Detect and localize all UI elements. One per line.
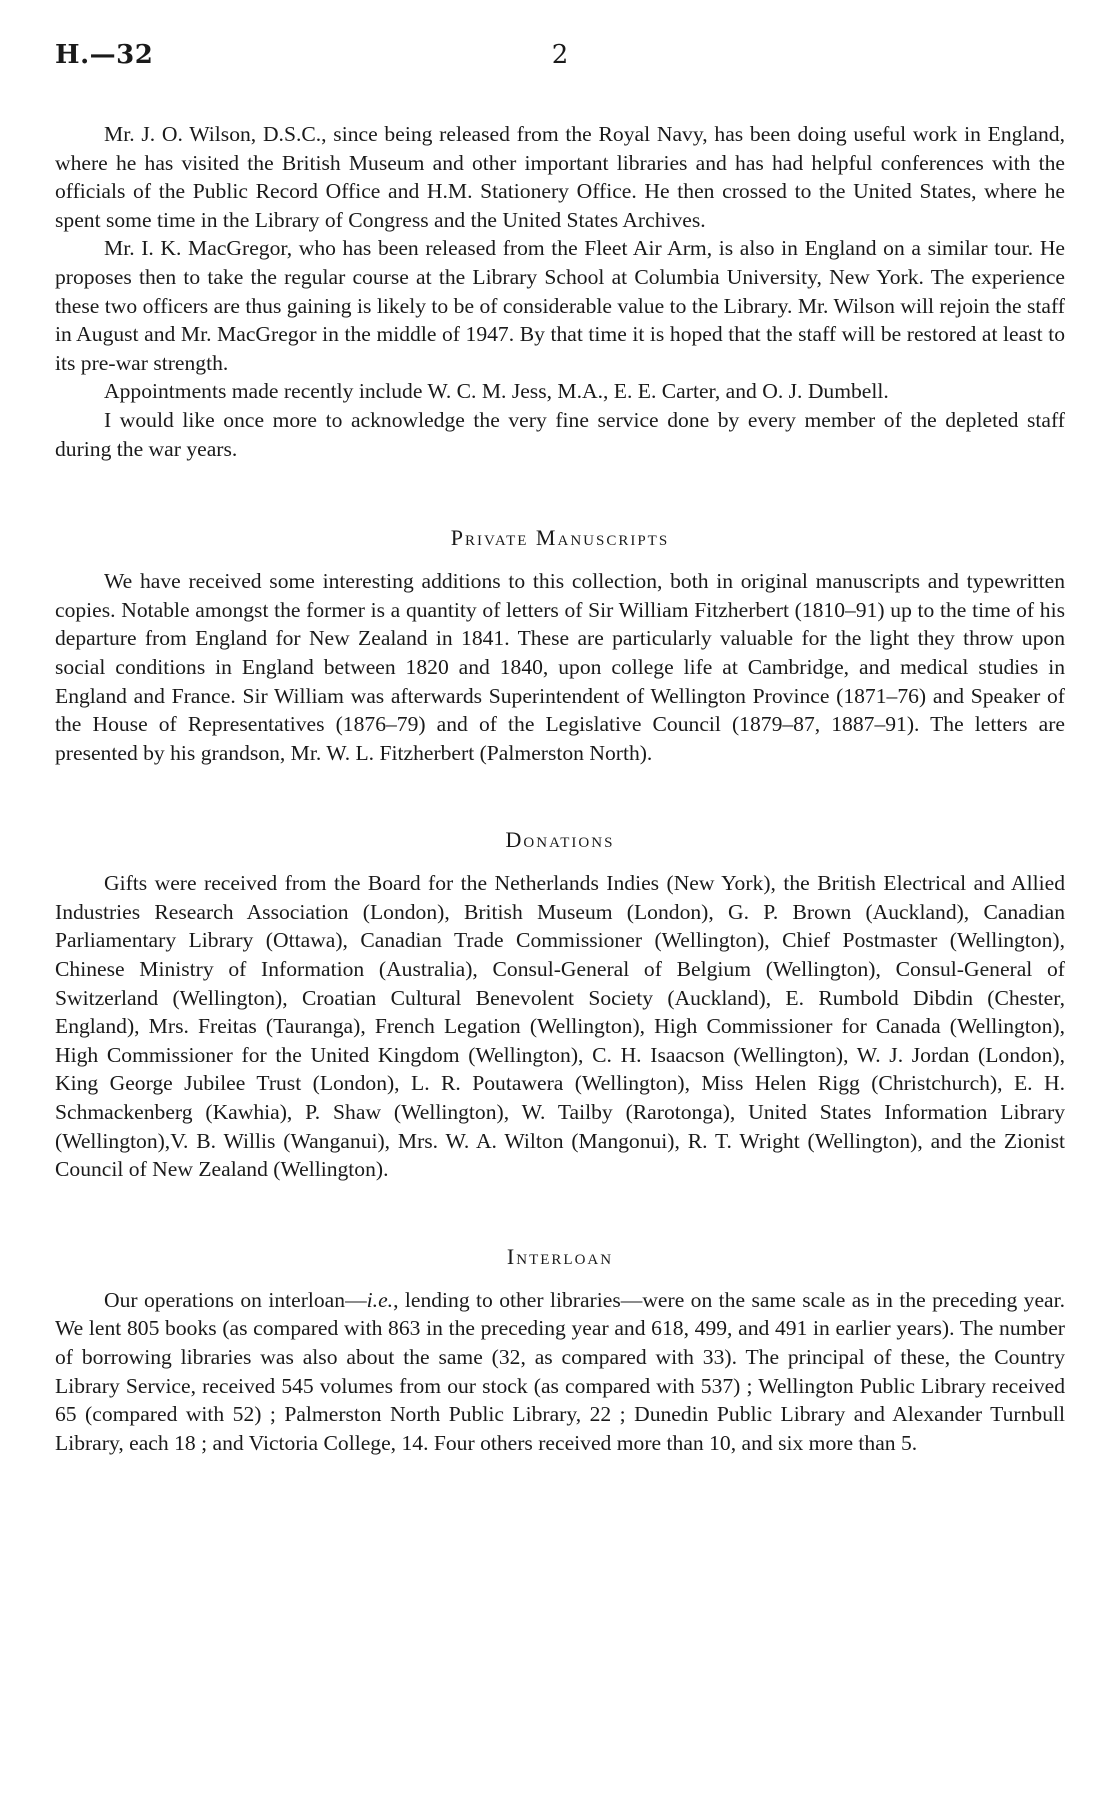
- donations-heading: Donations: [505, 827, 615, 853]
- interloan-section: [55, 1244, 1065, 1458]
- private-manuscripts-heading: Private Manuscripts: [450, 525, 670, 551]
- interloan-text-rest: , lending to other libraries—were on the same scale as in the preceding year. We lent 805 books (as compared with 863 in the preceding year and 618, 499, and 491 in earlier years). The number of borrowing libraries was also about the same (32, as compared with 33). The principal of these, the Country Library Service, received 545 volumes from our stock (as compared with 537) ; Wellington Public Library received 65 (compared with 52) ; Palmerston North Public Library, 22 ; Dunedin Public Library and Alexander Turnbull Library, each 18 ; and Victoria College, 14. Four others received more than 10, and six more than 5.: [55, 1287, 1066, 1455]
- private-manuscripts-section: [55, 525, 1065, 767]
- page-number: 2: [551, 40, 569, 70]
- donations-paragraph: Gifts were received from the Board for the Netherlands Indies (New York), the British Electrical and Allied Industries Research Association (London), British Museum (London), G. P. Brown (Auckland), Canadian Parliamentary Library (Ottawa), Canadian Trade Commissioner (Wellington), Chief Postmaster (Wellington), Chinese Ministry of Information (Australia), Consul-General of Belgium (Wellington), Consul-General of Switzerland (Wellington), Croatian Cultural Benevolent Society (Auckland), E. Rumbold Dibdin (Chester, England), Mrs. Freitas (Tauranga), French Legation (Wellington), High Commissioner for Canada (Wellington), High Commissioner for the United Kingdom (Wellington), C. H. Isaacson (Wellington), W. J. Jordan (London), King George Jubilee Trust (London), L. R. Poutawera (Wellington), Miss Helen Rigg (Christchurch), E. H. Schmackenberg (Kawhia), P. Shaw (Wellington), W. Tailby (Rarotonga), United States Information Library (Wellington),V. B. Willis (Wanganui), Mrs. W. A. Wilton (Mangonui), R. T. Wright (Wellington), and the Zionist Council of New Zealand (Wellington).: [55, 871, 1065, 1182]
- donations-section: [55, 827, 1065, 1184]
- paragraph-wilson: Mr. J. O. Wilson, D.S.C., since being released from the Royal Navy, has been doing useful work in England, where he has visited the British Museum and other important libraries and has had helpful conferences with the officials of the Public Record Office and H.M. Stationery Office. He then crossed to the United States, where he spent some time in the Library of Congress and the United States Archives.: [55, 122, 1065, 232]
- interloan-text-start: Our operations on interloan—: [104, 1287, 367, 1312]
- private-manuscripts-paragraph: We have received some interesting additions to this collection, both in original manuscripts and typewritten copies. Notable amongst the former is a quantity of letters of Sir William Fitzherbert (1810–91) up to the time of his departure from England for New Zealand in 1841. These are particularly valuable for the light they throw upon social conditions in England between 1820 and 1840, upon college life at Cambridge, and medical studies in England and France. Sir William was afterwards Superintendent of Wellington Province (1871–76) and Speaker of the House of Representatives (1876–79) and of the Legislative Council (1879–87, 1887–91). The letters are presented by his grandson, Mr. W. L. Fitzherbert (Palmerston North).: [55, 569, 1065, 765]
- document-page: [55, 40, 1065, 1457]
- interloan-paragraph: [55, 1286, 1065, 1458]
- paragraph-macgregor: Mr. I. K. MacGregor, who has been released from the Fleet Air Arm, is also in England on a similar tour. He proposes then to take the regular course at the Library School at Columbia University, New York. The experience these two officers are thus gaining is likely to be of considerable value to the Library. Mr. Wilson will rejoin the staff in August and Mr. MacGregor in the middle of 1947. By that time it is hoped that the staff will be restored at least to its pre-war strength.: [55, 236, 1065, 375]
- interloan-italic-ie: i.e.: [366, 1287, 394, 1312]
- interloan-heading: Interloan: [506, 1243, 614, 1269]
- running-head: [55, 40, 1065, 80]
- document-number: H.—32: [55, 40, 154, 70]
- staff-section: [55, 120, 1065, 463]
- paragraph-acknowledgement: I would like once more to acknowledge the very fine service done by every member of the depleted staff during the war years.: [55, 407, 1065, 461]
- paragraph-appointments: Appointments made recently include W. C. M. Jess, M.A., E. E. Carter, and O. J. Dumbell.: [104, 379, 889, 404]
